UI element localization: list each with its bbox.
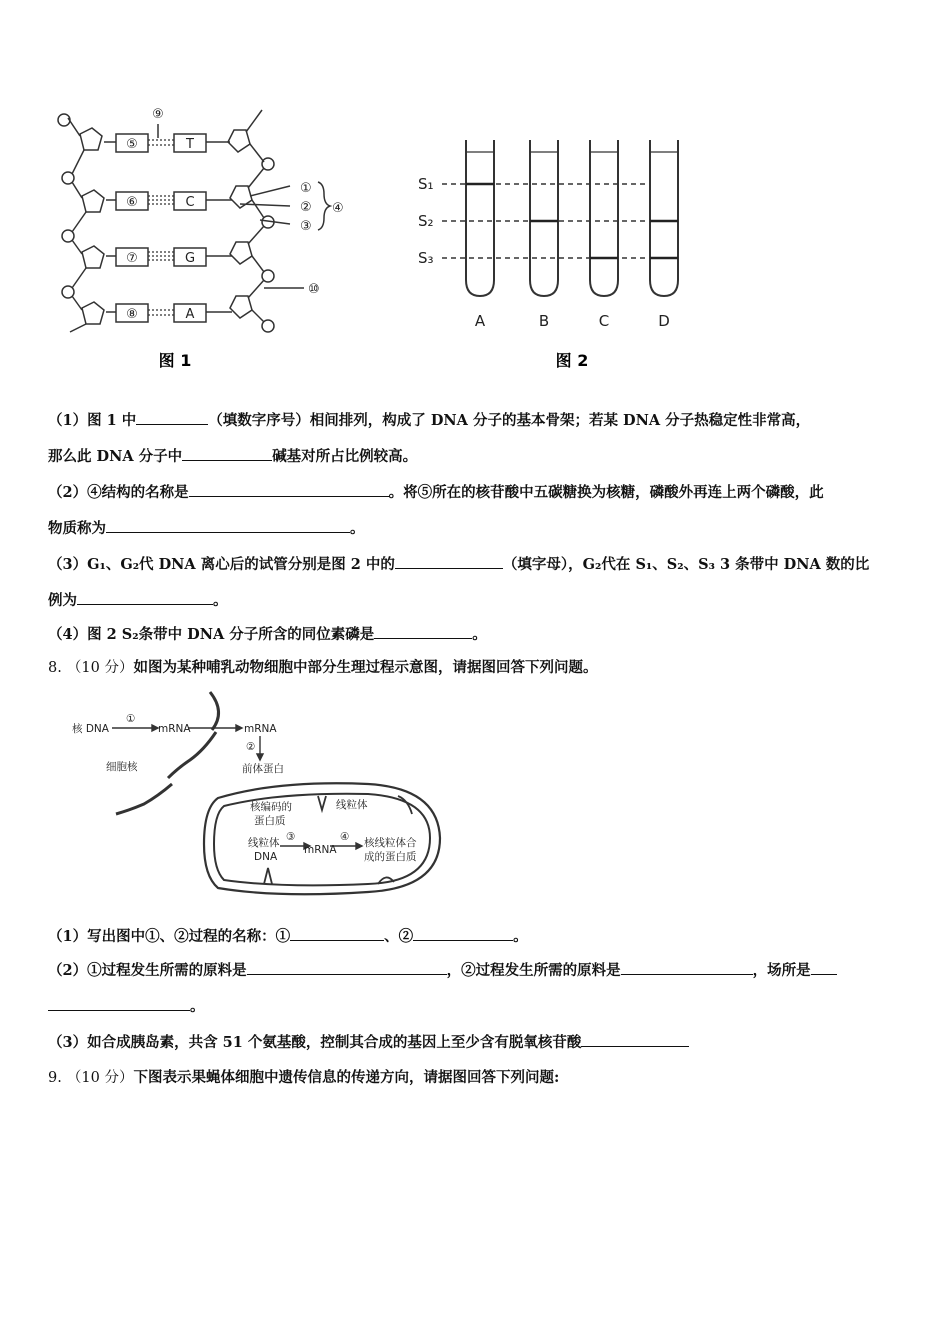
label-6: ⑥ <box>126 195 138 210</box>
answer-blank[interactable] <box>189 482 389 497</box>
q7-p3-text-d: 。 <box>213 592 228 609</box>
label-C: C <box>185 195 195 210</box>
label-mrna-2: mRNA <box>244 723 277 735</box>
q7-p1-text-c: 那么此 DNA 分子中 <box>48 448 183 465</box>
label-step-1: ① <box>126 713 136 725</box>
q9-stem <box>48 1068 559 1088</box>
label-1: ① <box>300 181 312 196</box>
figure-1-dna-structure <box>50 100 350 380</box>
q9-score: （10 分） <box>66 1070 134 1086</box>
q8-score: （10 分） <box>66 660 134 676</box>
label-step-2: ② <box>246 741 256 753</box>
label-mitochondrion: 线粒体 <box>336 799 368 811</box>
label-mito-dna-2: DNA <box>254 851 278 863</box>
label-10: ⑩ <box>308 282 320 297</box>
label-nuclear-protein-1: 核编码的 <box>250 801 292 813</box>
q7-part2-line2 <box>48 518 365 539</box>
label-A: A <box>185 307 195 322</box>
label-2: ② <box>300 200 312 215</box>
tube-label-a: A <box>474 312 486 330</box>
tube-B <box>530 140 558 296</box>
label-mito-protein-1: 核线粒体合 <box>364 837 417 849</box>
deoxyribose-left-1 <box>80 128 102 150</box>
label-9: ⑨ <box>152 107 164 122</box>
label-nucleus: 细胞核 <box>106 761 138 773</box>
q8-part3 <box>48 1032 689 1053</box>
figure-1-caption: 图 1 <box>158 351 192 370</box>
answer-blank[interactable] <box>77 590 213 605</box>
answer-blank[interactable] <box>247 960 447 975</box>
q8-p1-text-b: 、② <box>384 928 414 945</box>
label-5: ⑤ <box>126 137 138 152</box>
q7-part3-line2 <box>48 590 228 611</box>
q7-p2-text-a: （2）④结构的名称是 <box>48 484 189 501</box>
label-nuclear-protein-2: 蛋白质 <box>254 815 286 827</box>
q8-part2-line2 <box>48 996 205 1017</box>
band-label-s2: S₂ <box>418 212 434 230</box>
q7-part1-line2 <box>48 446 417 467</box>
q7-p3-text-b: （填字母），G₂代在 S₁、S₂、S₃ 3 条带中 DNA 数的比 <box>502 556 870 573</box>
q7-p3-text-a: （3）G₁、G₂代 DNA 离心后的试管分别是图 2 中的 <box>48 556 395 573</box>
label-step-3: ③ <box>286 831 296 843</box>
q8-part2-line1 <box>48 960 837 981</box>
figure-2-caption: 图 2 <box>555 351 589 370</box>
q8-p1-text-c: 。 <box>513 928 528 945</box>
answer-blank[interactable] <box>581 1032 689 1047</box>
tube-label-c: C <box>598 312 610 330</box>
label-precursor-protein: 前体蛋白 <box>242 763 284 775</box>
band-label-s1: S₁ <box>418 175 434 193</box>
answer-blank[interactable] <box>395 554 503 569</box>
q8-p2-text-b: ，②过程发生所需的原料是 <box>446 962 621 979</box>
label-G: G <box>184 251 196 266</box>
q7-p2-text-b: 。将⑤所在的核苷酸中五碳糖换为核糖，磷酸外再连上两个磷酸，此 <box>388 484 824 501</box>
answer-blank[interactable] <box>48 996 190 1011</box>
answer-blank[interactable] <box>136 410 208 425</box>
tube-D <box>650 140 678 296</box>
q8-p2-text-c: ，场所是 <box>752 962 811 979</box>
q7-p2-text-d: 。 <box>350 520 365 537</box>
q8-stem-text: 如图为某种哺乳动物细胞中部分生理过程示意图，请据图回答下列问题。 <box>133 659 598 676</box>
answer-blank[interactable] <box>811 960 837 975</box>
q8-p2-text-a: （2）①过程发生所需的原料是 <box>48 962 247 979</box>
q8-stem <box>48 658 597 678</box>
q7-p3-text-c: 例为 <box>48 592 77 609</box>
label-T: T <box>186 137 194 152</box>
tube-label-d: D <box>658 312 670 330</box>
q7-part3-line1 <box>48 554 869 575</box>
q7-p4-text-b: 。 <box>472 626 487 643</box>
q7-part4 <box>48 624 487 645</box>
q7-p1-text-b: （填数字序号）相间排列，构成了 DNA 分子的基本骨架；若某 DNA 分子热稳定性非常高， <box>208 412 811 429</box>
label-mito-protein-2: 成的蛋白质 <box>364 851 417 863</box>
tube-A <box>466 140 494 296</box>
answer-blank[interactable] <box>374 624 472 639</box>
q9-stem-text: 下图表示果蝇体细胞中遗传信息的传递方向，请据图回答下列问题: <box>133 1069 560 1086</box>
tube-label-b: B <box>538 312 550 330</box>
q8-p3-text-a: （3）如合成胰岛素，共含 51 个氨基酸，控制其合成的基因上至少含有脱氧核苷酸 <box>48 1034 582 1051</box>
answer-blank[interactable] <box>106 518 350 533</box>
answer-blank[interactable] <box>621 960 753 975</box>
label-step-4: ④ <box>340 831 350 843</box>
q7-part1-line1 <box>48 410 810 431</box>
q7-p1-text-d: 碱基对所占比例较高。 <box>272 448 418 465</box>
label-4: ④ <box>332 201 344 216</box>
answer-blank[interactable] <box>413 926 513 941</box>
q7-part2-line1 <box>48 482 824 503</box>
label-8: ⑧ <box>126 307 138 322</box>
label-mito-dna-1: 线粒体 <box>248 837 280 849</box>
q8-p2-text-d: 。 <box>190 998 205 1015</box>
q7-p2-text-c: 物质称为 <box>48 520 106 537</box>
band-label-s3: S₃ <box>418 249 434 267</box>
label-3: ③ <box>300 219 312 234</box>
label-mrna-1: mRNA <box>158 723 191 735</box>
q8-number: 8. <box>48 660 62 676</box>
q7-p4-text-a: （4）图 2 S₂条带中 DNA 分子所含的同位素磷是 <box>48 626 375 643</box>
answer-blank[interactable] <box>182 446 272 461</box>
q7-p1-text-a: （1）图 1 中 <box>48 412 137 429</box>
label-mrna-3: mRNA <box>304 844 337 856</box>
q9-number: 9. <box>48 1070 62 1086</box>
figure-2-centrifuge-tubes <box>410 130 700 380</box>
tube-C <box>590 140 618 296</box>
q8-p1-text-a: （1）写出图中①、②过程的名称：① <box>48 928 291 945</box>
q8-part1 <box>48 926 528 947</box>
label-7: ⑦ <box>126 251 138 266</box>
answer-blank[interactable] <box>290 926 384 941</box>
label-nuclear-dna: 核 DNA <box>72 723 109 735</box>
figure-cell-process <box>68 688 458 908</box>
